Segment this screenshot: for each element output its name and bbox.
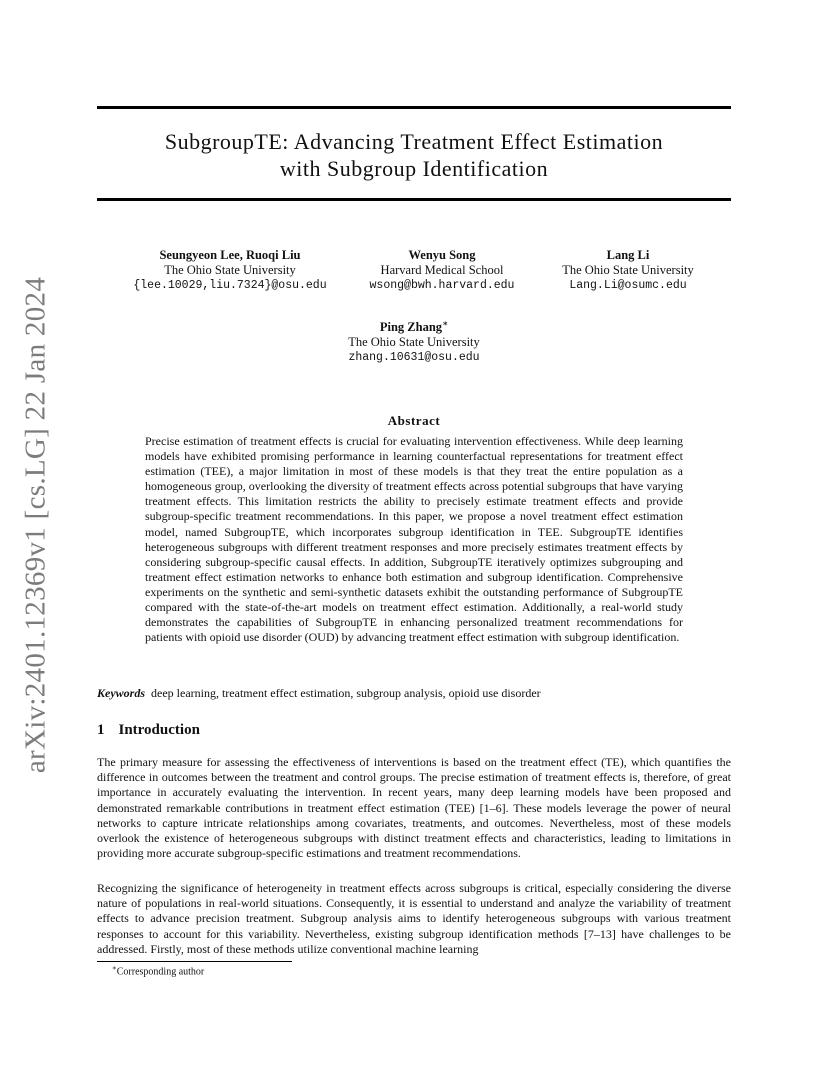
footnote-mark: ∗: [112, 964, 117, 972]
footnote: [112, 964, 204, 977]
title-line-1: SubgroupTE: Advancing Treatment Effect Estimation: [164, 129, 664, 154]
paper-title: [97, 128, 731, 182]
keywords-label: Keywords: [97, 686, 145, 700]
author-block-2: [342, 248, 542, 293]
section-title: Introduction: [118, 722, 200, 738]
arxiv-stamp: [14, 276, 58, 774]
author-block-1: [120, 248, 340, 293]
author-email[interactable]: wsong@bwh.harvard.edu: [369, 279, 515, 292]
author-name: Seungyeon Lee, Ruoqi Liu: [159, 248, 301, 262]
section-number: 1: [97, 722, 105, 738]
author-affiliation: The Ohio State University: [164, 263, 296, 277]
keywords-line: [97, 686, 731, 701]
author-email[interactable]: {lee.10029,liu.7324}@osu.edu: [133, 279, 327, 292]
author-block-4: [314, 316, 514, 365]
abstract-text: Precise estimation of treatment effects is crucial for evaluating intervention effectiveness. While deep learning models have exhibited promising performance in learning counterfactual representations for treatment effect estimation (TEE), a major limitation in most of these models is that they treat the entire population as a homogeneous group, overlooking the diversity of treatment effects across potential subgroups that have varying treatment effects. This limitation restricts the ability to precisely estimate treatment effects and provide subgroup-specific treatment recommendations. In this paper, we propose a novel treatment effect estimation model, named SubgroupTE, which incorporates subgroup identification in TEE. SubgroupTE identifies heterogeneous subgroups with different treatment responses and more precisely estimates treatment effects by considering subgroup-specific causal effects. In addition, SubgroupTE iteratively optimizes subgrouping and treatment effect estimation networks to enhance both estimation and subgroup identification. Comprehensive experiments on the synthetic and semi-synthetic datasets exhibit the outstanding performance of SubgroupTE compared with the state-of-the-art models on treatment effect estimation. Additionally, a real-world study demonstrates the capabilities of SubgroupTE in enhancing personalized treatment recommendations for patients with opioid use disorder (OUD) by advancing treatment effect estimation with subgroup identification.: [145, 434, 683, 645]
title-line-2: with Subgroup Identification: [279, 156, 549, 181]
intro-paragraph-2: Recognizing the significance of heterogeneity in treatment effects across subgroups is critical, especially considering the diverse nature of populations in real-world situations. Consequently, it is essential to understand and analyze the variability of treatment effects to advance precision treatment. Subgroup analysis aims to identify heterogeneous subgroups with various treatment responses to account for this variability. Nevertheless, existing subgroup identification methods [7–13] have challenges to be addressed. Firstly, most of these methods utilize conventional machine learning: [97, 881, 731, 956]
author-name: Ping Zhang∗: [379, 318, 449, 335]
footnote-rule: [97, 961, 292, 962]
author-affiliation: The Ohio State University: [348, 335, 480, 350]
arxiv-id: arXiv:2401.12369v1 [cs.LG] 22 Jan 2024: [19, 276, 52, 774]
section-heading: [97, 722, 200, 739]
corresponding-mark: ∗: [442, 318, 449, 328]
intro-paragraph-1: The primary measure for assessing the effectiveness of interventions is based on the treatment effect (TE), which quantifies the difference in outcomes between the treatment and control groups. The precise estimation of treatment effects is, therefore, of great importance in accurately evaluating the intervention. In recent years, many deep learning models have been proposed and demonstrated remarkable contributions in treatment effect estimation (TEE) [1–6]. These models leverage the power of neural networks to capture intricate relationships among covariates, treatments, and outcomes. Nevertheless, most of these models overlook the existence of heterogeneous subgroups with distinct treatment effects and characteristics, leading to limitations in providing more accurate subgroup-specific estimations and treatment recommendations.: [97, 755, 731, 861]
abstract-heading: Abstract: [387, 413, 441, 428]
footnote-text: Corresponding author: [116, 966, 205, 978]
keywords-text: deep learning, treatment effect estimation, subgroup analysis, opioid use disorder: [151, 686, 541, 700]
author-affiliation: Harvard Medical School: [380, 263, 504, 277]
author-affiliation: The Ohio State University: [562, 263, 694, 277]
author-name: Lang Li: [606, 248, 650, 262]
author-email[interactable]: Lang.Li@osumc.edu: [569, 279, 687, 292]
title-rule-bottom: [97, 198, 731, 201]
author-block-3: [543, 248, 713, 293]
title-rule-top: [97, 106, 731, 109]
author-name: Wenyu Song: [408, 248, 476, 262]
author-email[interactable]: zhang.10631@osu.edu: [348, 351, 480, 365]
